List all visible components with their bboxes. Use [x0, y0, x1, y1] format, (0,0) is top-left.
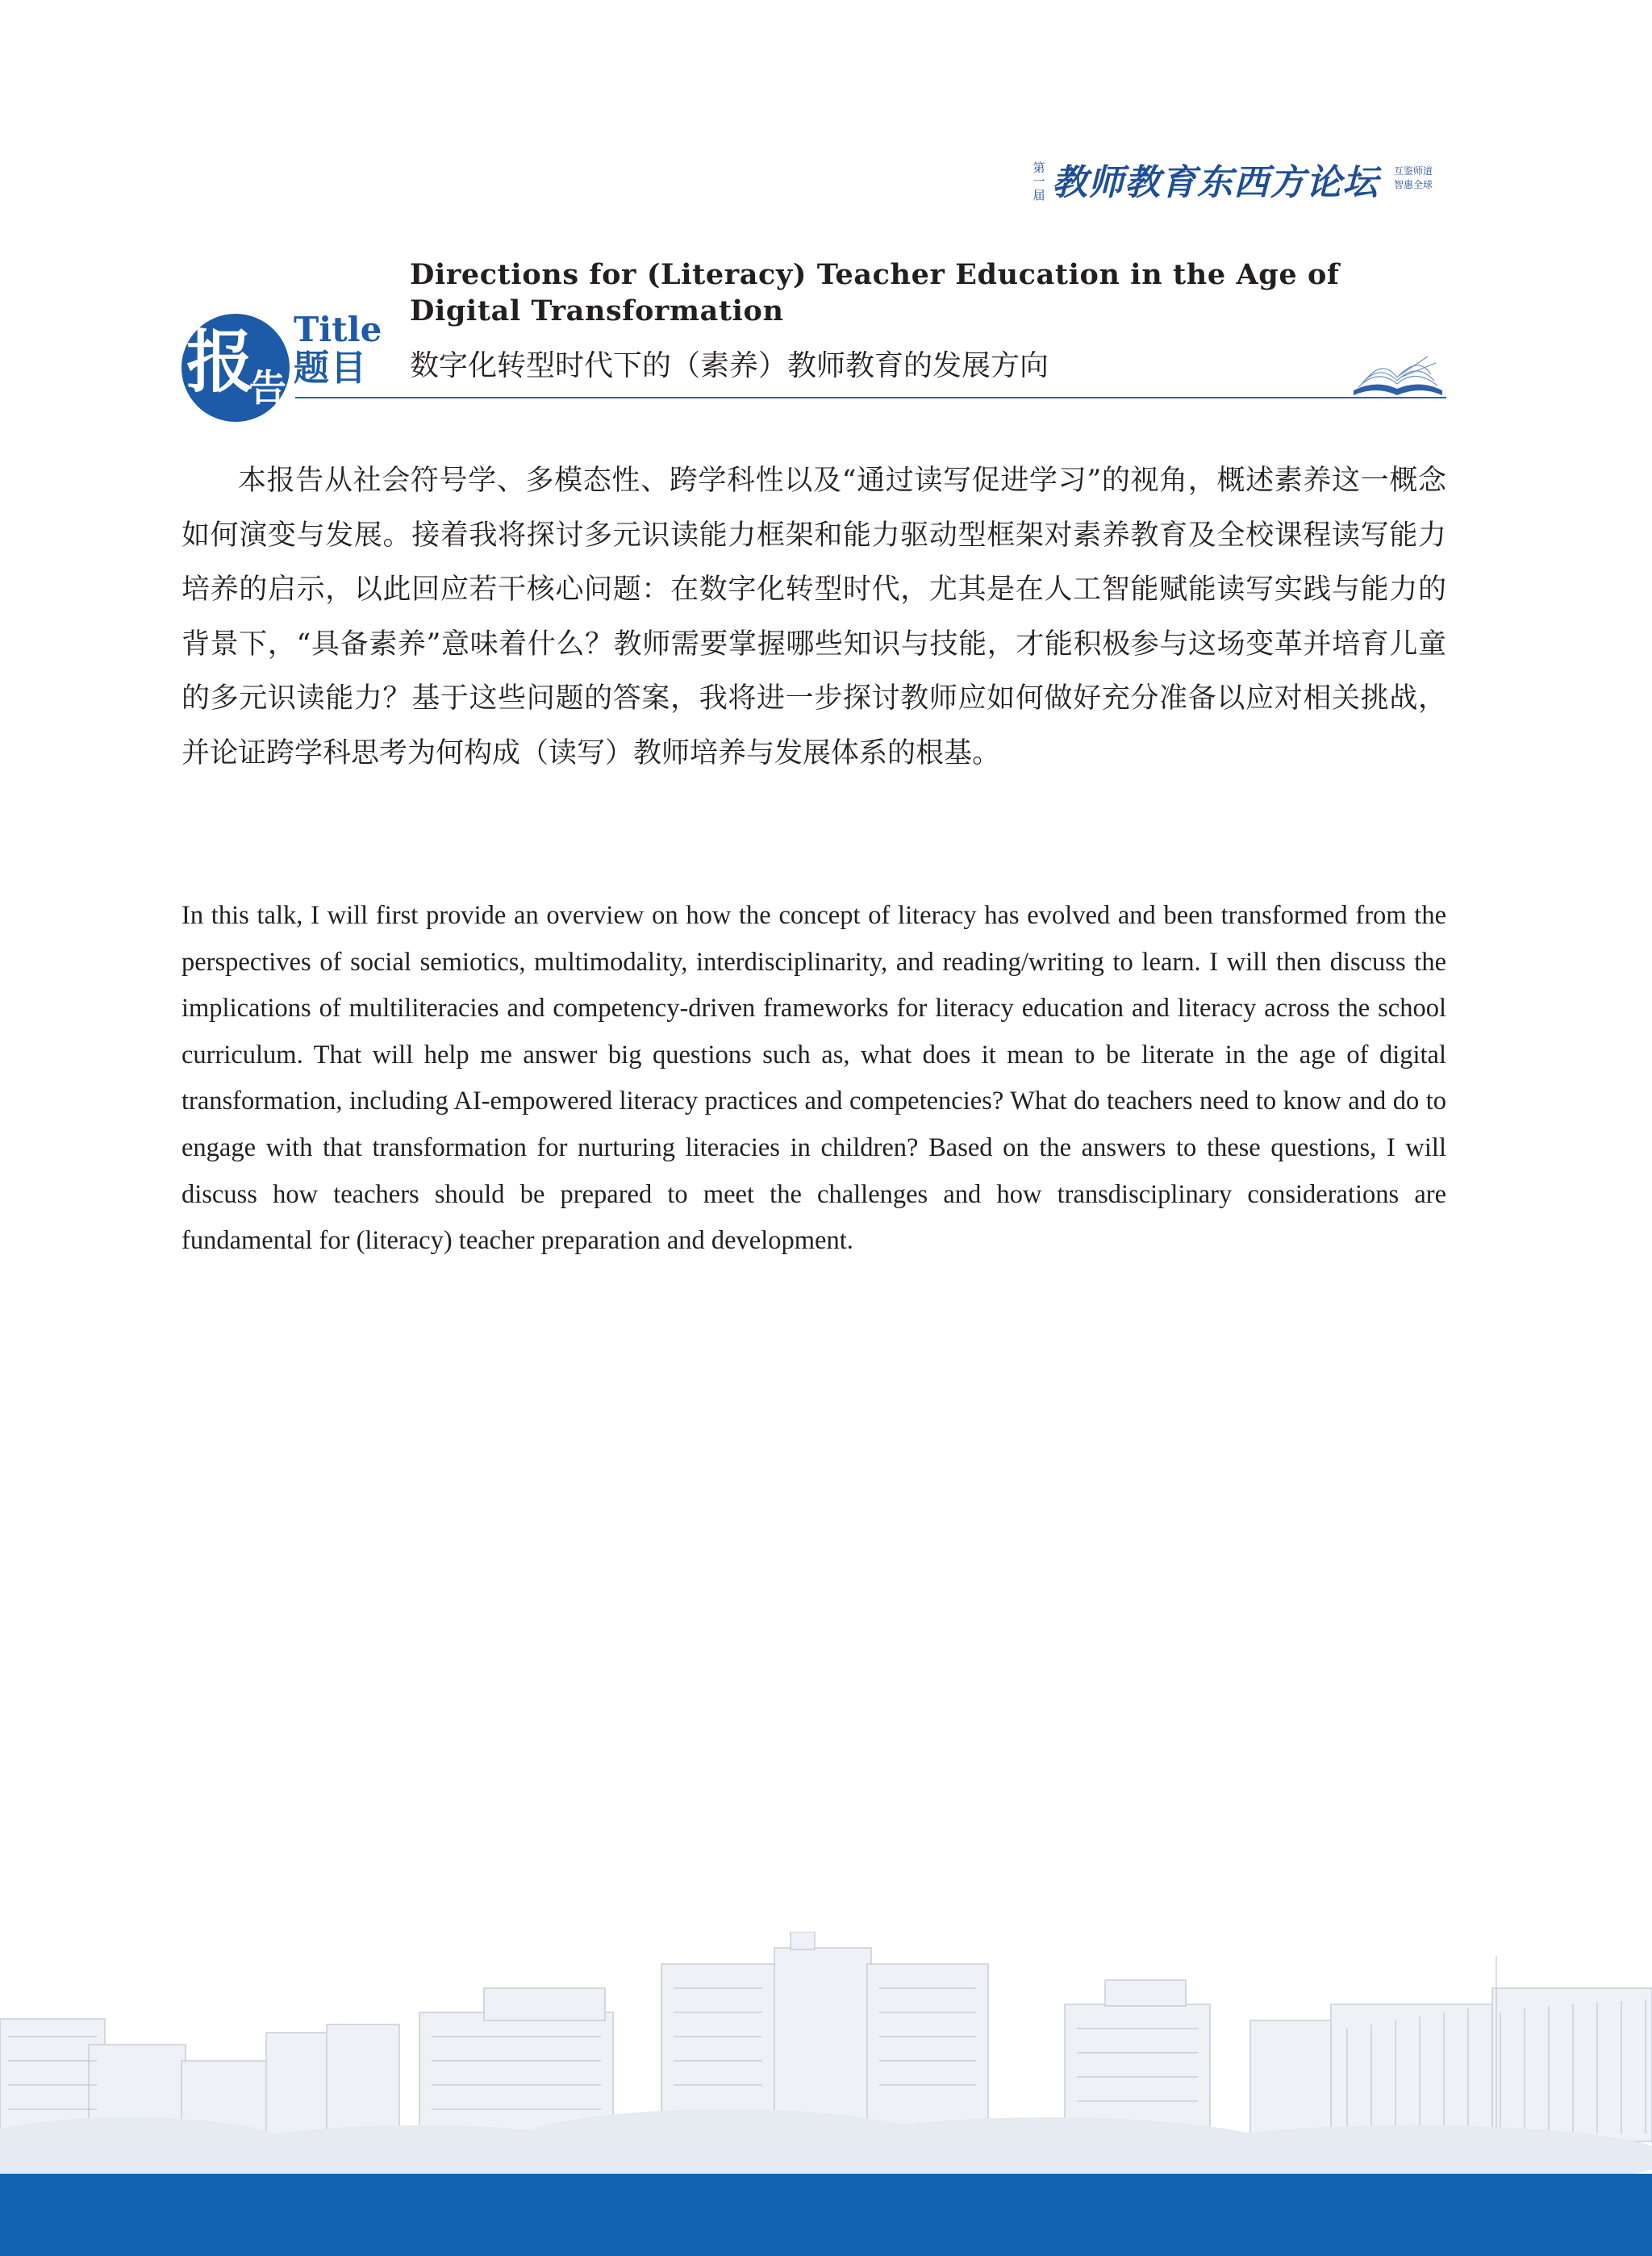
slogan-line-1: 互鉴师道	[1394, 165, 1433, 177]
abstract-en: In this talk, I will first provide an overview on how the concept of literacy has evolved and been transformed from the perspectives of social semiotics, multimodality, interdisciplinarity, and reading/writing to learn. I will then discuss the implications of multiliteracies and competency-driven frameworks for literacy education and literacy across the school curriculum. That will help me answer big questions such as, what does it mean to be literate in the age of digital transformation, including AI-empowered literacy practices and competencies? What do teachers need to know and do to engage with that transformation for nurturing literacies in children? Based on the answers to these questions, I will discuss how teachers should be prepared to meet the challenges and how transdisciplinary considerations are fundamental for (literacy) teacher preparation and development.	[181, 901, 1446, 1256]
badge-label-en: Title	[294, 310, 382, 349]
forum-logo	[1031, 156, 1450, 203]
badge-char-big: 报	[186, 322, 255, 402]
open-book-icon	[1350, 352, 1446, 398]
campus-skyline-illustration	[0, 1932, 1652, 2174]
forum-name: 教师教育东西方论坛	[1052, 162, 1379, 203]
abstract-cn: 本报告从社会符号学、多模态性、跨学科性以及“通过读写促进学习”的视角，概述素养这一概念如何演变与发展。接着我将探讨多元识读能力框架和能力驱动型框架对素养教育及全校课程读写能力培养的启示，以此回应若干核心问题：在数字化转型时代，尤其是在人工智能赋能读写实践与能力的背景下，“具备素养”意味着什么？教师需要掌握哪些知识与技能，才能积极参与这场变革并培育儿童的多元识读能力？基于这些问题的答案，我将进一步探讨教师应如何做好充分准备以应对相关挑战，并论证跨学科思考为何构成（读写）教师培养与发展体系的根基。	[181, 465, 1446, 769]
footer-band	[0, 2174, 1652, 2256]
forum-slogan	[1394, 165, 1433, 192]
report-title-en: Directions for (Literacy) Teacher Education in the Age of Digital Transformation	[410, 258, 1340, 327]
badge-char-small: 告	[249, 366, 286, 410]
badge-label-cn: 题目	[294, 348, 368, 389]
slogan-line-2: 智惠全球	[1394, 179, 1433, 190]
title-rule	[295, 397, 1446, 398]
report-badge	[181, 314, 290, 422]
forum-edition: 第一届	[1032, 161, 1045, 202]
report-title-cn: 数字化转型时代下的（素养）教师教育的发展方向	[410, 349, 1049, 382]
